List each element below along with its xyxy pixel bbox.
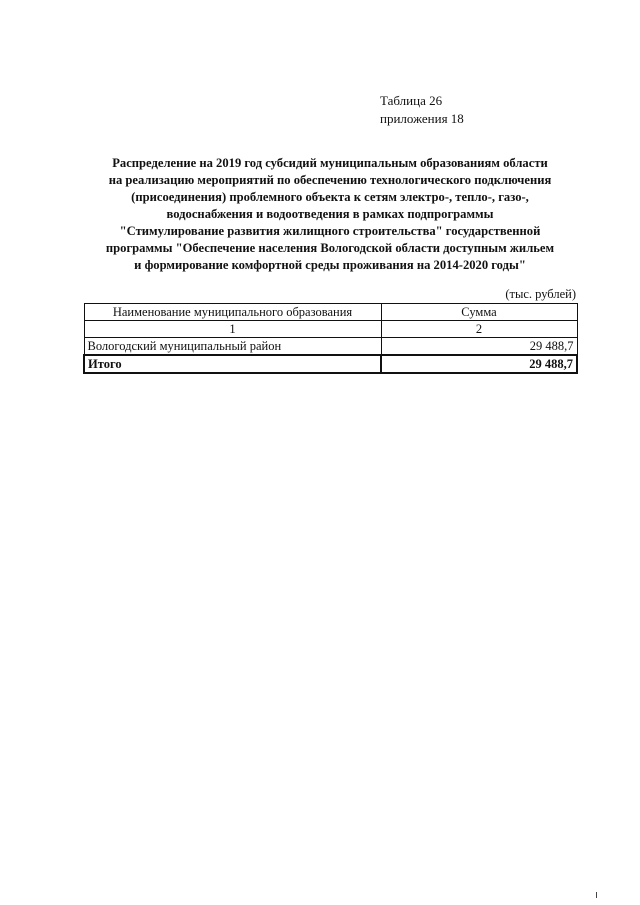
document-title (80, 155, 580, 274)
title-line: на реализацию мероприятий по обеспечению технологического подключения (108, 173, 552, 187)
municipality-name: Вологодский муниципальный район (84, 338, 381, 356)
title-line: водоснабжения и водоотведения в рамках подпрограммы (166, 207, 494, 221)
title-line: и формирование комфортной среды проживания на 2014-2020 годы" (134, 258, 526, 272)
title-line: (присоединения) проблемного объекта к сетям электро-, тепло-, газо-, (131, 190, 529, 204)
table-reference (380, 92, 464, 128)
table-row (84, 338, 577, 356)
total-label: Итого (84, 355, 381, 373)
column-number: 2 (381, 321, 577, 338)
table-header-row (84, 304, 577, 321)
table-number: Таблица 26 (380, 93, 443, 108)
total-row (84, 355, 577, 373)
title-line: программы "Обеспечение населения Вологодской области доступным жильем (105, 241, 555, 255)
subsidy-amount: 29 488,7 (381, 338, 577, 356)
column-header-amount: Сумма (381, 304, 577, 321)
title-line: "Стимулирование развития жилищного строительства" государственной (119, 224, 541, 238)
column-header-municipality: Наименование муниципального образования (84, 304, 381, 321)
total-amount: 29 488,7 (381, 355, 577, 373)
column-number: 1 (84, 321, 381, 338)
scan-mark (596, 892, 597, 898)
column-number-row (84, 321, 577, 338)
title-line: Распределение на 2019 год субсидий муниципальным образованиям области (112, 156, 548, 170)
subsidy-table (83, 303, 578, 374)
units-label: (тыс. рублей) (505, 287, 576, 301)
appendix-reference: приложения 18 (380, 111, 464, 126)
